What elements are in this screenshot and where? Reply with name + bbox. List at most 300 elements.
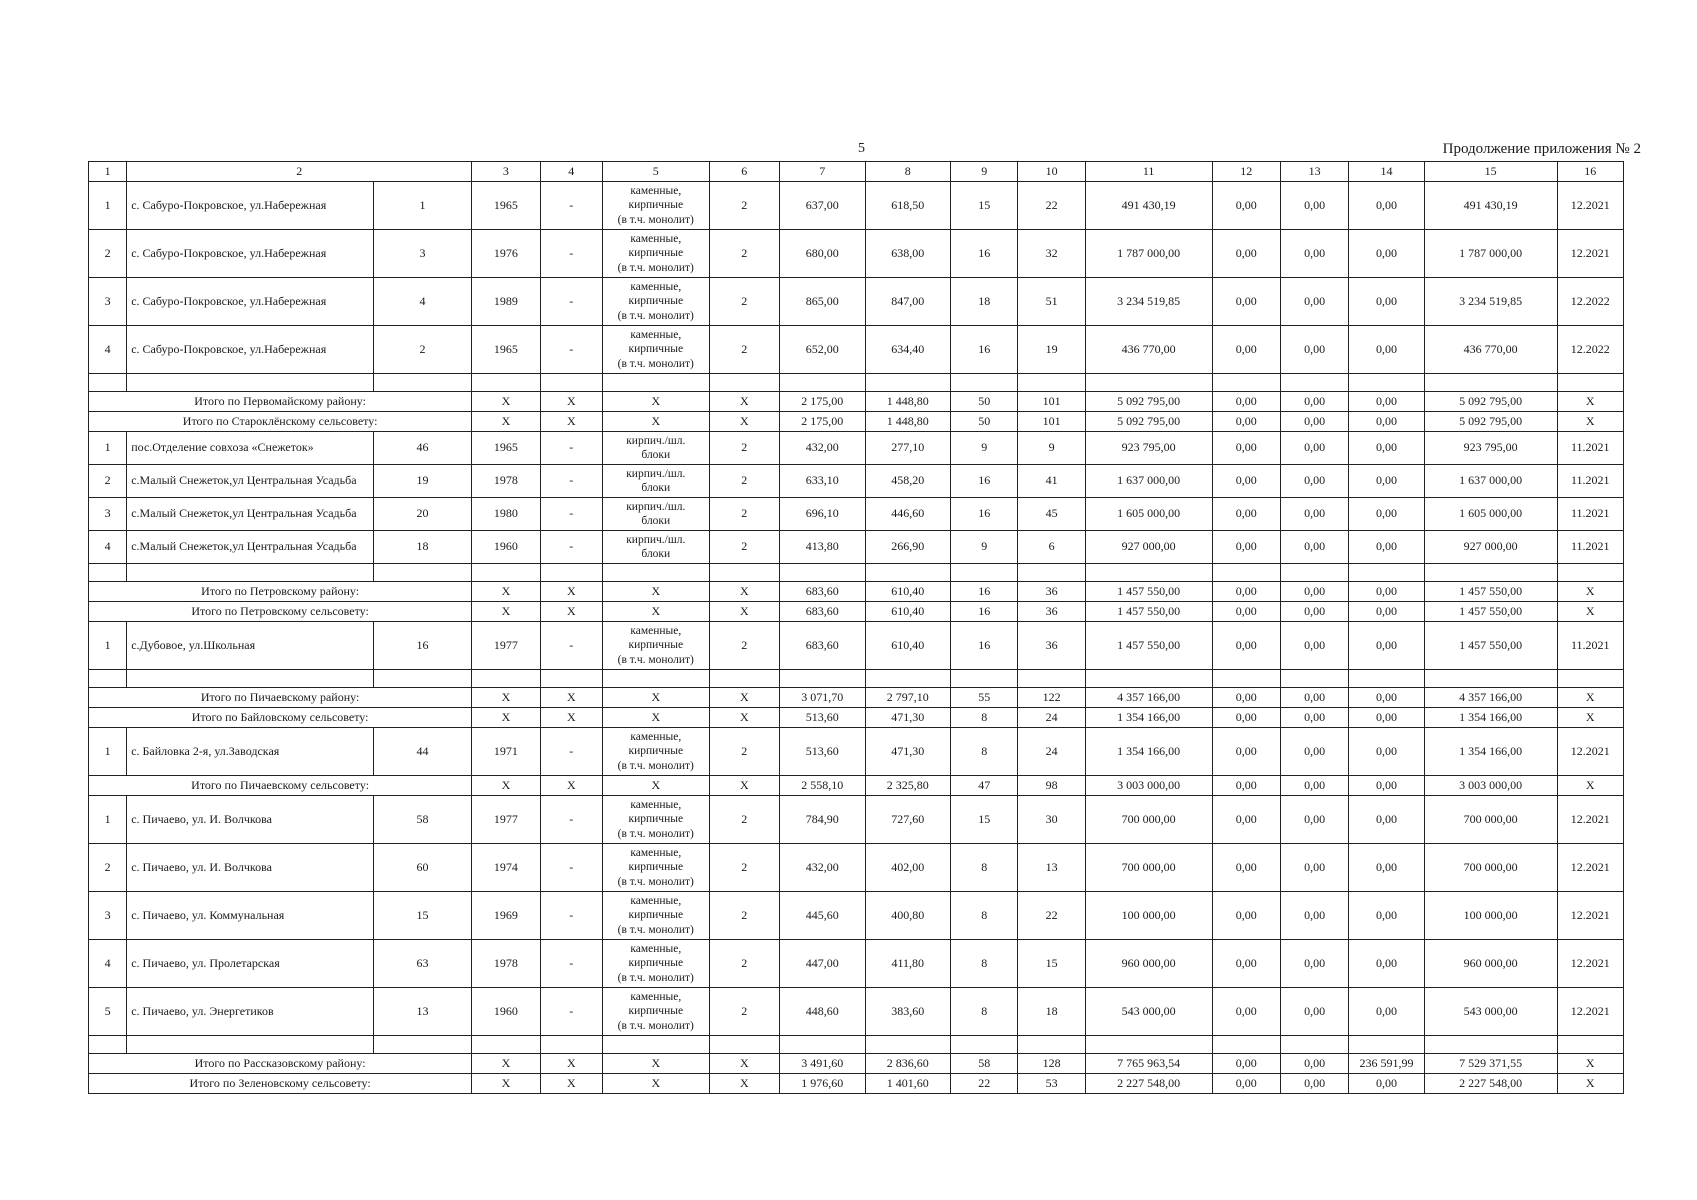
house-number-cell: 60 (373, 844, 472, 892)
blank-cell (951, 374, 1018, 392)
cell-col7: 2 558,10 (780, 776, 866, 796)
cell-col8: 610,40 (865, 582, 951, 602)
cell-col6: 2 (709, 622, 779, 670)
house-number-cell: 44 (373, 728, 472, 776)
blank-cell (373, 670, 472, 688)
cell-col6: 2 (709, 940, 779, 988)
cell-col11: 3 003 000,00 (1085, 776, 1212, 796)
row-number: 4 (89, 531, 127, 564)
cell-col6: 2 (709, 796, 779, 844)
cell-col7: 3 491,60 (780, 1054, 866, 1074)
cell-col5: X (602, 1074, 709, 1094)
blank-cell (1018, 564, 1085, 582)
cell-col4: - (540, 892, 602, 940)
cell-col6: X (709, 392, 779, 412)
wall-material-cell: каменные, кирпичные (в т.ч. монолит) (602, 796, 709, 844)
wall-material-cell: каменные, кирпичные (в т.ч. монолит) (602, 892, 709, 940)
subtotal-label: Итого по Пичаевскому сельсовету: (89, 776, 472, 796)
row-number: 1 (89, 796, 127, 844)
cell-col15: 7 529 371,55 (1424, 1054, 1557, 1074)
house-row (89, 622, 1624, 670)
cell-col14: 0,00 (1349, 622, 1424, 670)
cell-col9: 8 (951, 844, 1018, 892)
cell-col5: X (602, 708, 709, 728)
blank-cell (865, 564, 951, 582)
cell-col8: 266,90 (865, 531, 951, 564)
cell-col13: 0,00 (1280, 796, 1348, 844)
cell-col3: 1980 (472, 498, 540, 531)
cell-col5: X (602, 412, 709, 432)
blank-cell (1018, 374, 1085, 392)
cell-col9: 15 (951, 796, 1018, 844)
cell-col15: 923 795,00 (1424, 432, 1557, 465)
cell-col11: 1 457 550,00 (1085, 582, 1212, 602)
house-row (89, 230, 1624, 278)
blank-cell (1280, 670, 1348, 688)
blank-cell (373, 1036, 472, 1054)
cell-col3: X (472, 602, 540, 622)
cell-col6: 2 (709, 498, 779, 531)
cell-col9: 16 (951, 622, 1018, 670)
column-number-6: 6 (709, 162, 779, 182)
house-row (89, 728, 1624, 776)
cell-col15: 436 770,00 (1424, 326, 1557, 374)
cell-col3: 1977 (472, 796, 540, 844)
cell-col6: X (709, 602, 779, 622)
row-number: 5 (89, 988, 127, 1036)
cell-col6: 2 (709, 728, 779, 776)
cell-col9: 8 (951, 892, 1018, 940)
column-number-2: 2 (127, 162, 472, 182)
cell-col11: 700 000,00 (1085, 844, 1212, 892)
cell-col13: 0,00 (1280, 1074, 1348, 1094)
house-row (89, 988, 1624, 1036)
blank-cell (373, 374, 472, 392)
cell-col15: 1 354 166,00 (1424, 708, 1557, 728)
cell-col12: 0,00 (1212, 1074, 1280, 1094)
subtotal-row (89, 602, 1624, 622)
cell-col9: 16 (951, 498, 1018, 531)
cell-col10: 22 (1018, 892, 1085, 940)
row-number: 3 (89, 892, 127, 940)
cell-col14: 0,00 (1349, 892, 1424, 940)
cell-col10: 18 (1018, 988, 1085, 1036)
cell-col9: 50 (951, 392, 1018, 412)
cell-col8: 458,20 (865, 465, 951, 498)
cell-col13: 0,00 (1280, 230, 1348, 278)
cell-col4: X (540, 776, 602, 796)
cell-col5: X (602, 602, 709, 622)
blank-cell (1212, 564, 1280, 582)
blank-cell (602, 374, 709, 392)
house-number-cell: 15 (373, 892, 472, 940)
cell-col3: 1978 (472, 940, 540, 988)
wall-material-cell: каменные, кирпичные (в т.ч. монолит) (602, 326, 709, 374)
row-number: 1 (89, 728, 127, 776)
cell-col6: 2 (709, 531, 779, 564)
wall-material-cell: каменные, кирпичные (в т.ч. монолит) (602, 988, 709, 1036)
cell-col9: 16 (951, 326, 1018, 374)
cell-col4: - (540, 278, 602, 326)
cell-col13: 0,00 (1280, 776, 1348, 796)
cell-col8: 277,10 (865, 432, 951, 465)
house-number-cell: 63 (373, 940, 472, 988)
house-number-cell: 3 (373, 230, 472, 278)
cell-col8: 847,00 (865, 278, 951, 326)
column-number-row (89, 162, 1624, 182)
cell-col13: 0,00 (1280, 326, 1348, 374)
blank-cell (780, 564, 866, 582)
blank-cell (89, 374, 127, 392)
cell-col12: 0,00 (1212, 412, 1280, 432)
cell-col11: 491 430,19 (1085, 182, 1212, 230)
column-number-10: 10 (1018, 162, 1085, 182)
cell-col4: - (540, 498, 602, 531)
cell-col3: X (472, 708, 540, 728)
wall-material-cell: каменные, кирпичные (в т.ч. монолит) (602, 622, 709, 670)
cell-col12: 0,00 (1212, 892, 1280, 940)
subtotal-row (89, 776, 1624, 796)
cell-col15: 491 430,19 (1424, 182, 1557, 230)
page-number: 5 (858, 141, 865, 156)
cell-col3: 1978 (472, 465, 540, 498)
cell-col15: 1 457 550,00 (1424, 602, 1557, 622)
blank-cell (472, 374, 540, 392)
subtotal-row (89, 708, 1624, 728)
cell-col15: 4 357 166,00 (1424, 688, 1557, 708)
cell-col7: 432,00 (780, 844, 866, 892)
column-number-4: 4 (540, 162, 602, 182)
blank-cell (540, 670, 602, 688)
housing-register-table (88, 161, 1624, 1094)
cell-col10: 36 (1018, 602, 1085, 622)
blank-cell (472, 670, 540, 688)
blank-cell (1557, 670, 1624, 688)
cell-col12: 0,00 (1212, 988, 1280, 1036)
blank-cell (540, 1036, 602, 1054)
address-cell: с.Малый Снежеток,ул Центральная Усадьба (127, 531, 373, 564)
column-number-3: 3 (472, 162, 540, 182)
cell-col14: 0,00 (1349, 688, 1424, 708)
cell-col7: 680,00 (780, 230, 866, 278)
cell-col9: 8 (951, 708, 1018, 728)
cell-col3: 1960 (472, 988, 540, 1036)
cell-col6: 2 (709, 988, 779, 1036)
cell-col11: 4 357 166,00 (1085, 688, 1212, 708)
cell-col13: 0,00 (1280, 940, 1348, 988)
blank-cell (1085, 374, 1212, 392)
cell-col4: - (540, 465, 602, 498)
subtotal-label: Итого по Байловскому сельсовету: (89, 708, 472, 728)
address-cell: с. Пичаево, ул. И. Волчкова (127, 796, 373, 844)
cell-col3: 1965 (472, 182, 540, 230)
cell-col11: 1 457 550,00 (1085, 602, 1212, 622)
cell-col11: 1 354 166,00 (1085, 728, 1212, 776)
blank-cell (780, 1036, 866, 1054)
row-number: 1 (89, 432, 127, 465)
cell-col4: X (540, 1074, 602, 1094)
subtotal-label: Итого по Петровскому сельсовету: (89, 602, 472, 622)
cell-col3: 1977 (472, 622, 540, 670)
cell-col7: 513,60 (780, 728, 866, 776)
cell-col3: X (472, 688, 540, 708)
cell-col9: 55 (951, 688, 1018, 708)
row-number: 2 (89, 844, 127, 892)
cell-col8: 1 448,80 (865, 392, 951, 412)
cell-col10: 36 (1018, 622, 1085, 670)
address-cell: с. Сабуро-Покровское, ул.Набережная (127, 278, 373, 326)
blank-cell (1424, 670, 1557, 688)
column-number-1: 1 (89, 162, 127, 182)
blank-cell (127, 374, 373, 392)
subtotal-label: Итого по Первомайскому району: (89, 392, 472, 412)
cell-col8: 411,80 (865, 940, 951, 988)
blank-row (89, 564, 1624, 582)
subtotal-row (89, 1074, 1624, 1094)
cell-col12: 0,00 (1212, 432, 1280, 465)
cell-col9: 9 (951, 531, 1018, 564)
cell-col11: 7 765 963,54 (1085, 1054, 1212, 1074)
cell-col11: 1 605 000,00 (1085, 498, 1212, 531)
blank-cell (951, 670, 1018, 688)
cell-col12: 0,00 (1212, 278, 1280, 326)
cell-col11: 927 000,00 (1085, 531, 1212, 564)
cell-col14: 0,00 (1349, 182, 1424, 230)
wall-material-cell: каменные, кирпичные (в т.ч. монолит) (602, 278, 709, 326)
wall-material-cell: кирпич./шл. блоки (602, 531, 709, 564)
house-number-cell: 2 (373, 326, 472, 374)
cell-col8: 383,60 (865, 988, 951, 1036)
cell-col15: 5 092 795,00 (1424, 392, 1557, 412)
blank-cell (1085, 1036, 1212, 1054)
cell-col6: X (709, 688, 779, 708)
cell-col9: 8 (951, 728, 1018, 776)
cell-col10: 32 (1018, 230, 1085, 278)
row-number: 3 (89, 278, 127, 326)
wall-material-cell: кирпич./шл. блоки (602, 432, 709, 465)
cell-col4: X (540, 392, 602, 412)
cell-col11: 1 637 000,00 (1085, 465, 1212, 498)
cell-col12: 0,00 (1212, 182, 1280, 230)
column-number-13: 13 (1280, 162, 1348, 182)
wall-material-cell: кирпич./шл. блоки (602, 498, 709, 531)
cell-col15: 5 092 795,00 (1424, 412, 1557, 432)
cell-col16: 12.2022 (1557, 278, 1624, 326)
cell-col12: 0,00 (1212, 498, 1280, 531)
cell-col14: 0,00 (1349, 465, 1424, 498)
cell-col10: 15 (1018, 940, 1085, 988)
cell-col14: 0,00 (1349, 940, 1424, 988)
cell-col16: 11.2021 (1557, 498, 1624, 531)
cell-col10: 101 (1018, 412, 1085, 432)
cell-col6: X (709, 708, 779, 728)
cell-col16: X (1557, 708, 1624, 728)
blank-row (89, 374, 1624, 392)
cell-col13: 0,00 (1280, 278, 1348, 326)
cell-col6: X (709, 1074, 779, 1094)
cell-col14: 0,00 (1349, 602, 1424, 622)
cell-col16: 12.2021 (1557, 844, 1624, 892)
cell-col11: 1 457 550,00 (1085, 622, 1212, 670)
cell-col12: 0,00 (1212, 230, 1280, 278)
cell-col12: 0,00 (1212, 688, 1280, 708)
cell-col3: X (472, 1054, 540, 1074)
cell-col4: X (540, 582, 602, 602)
cell-col10: 19 (1018, 326, 1085, 374)
cell-col15: 1 637 000,00 (1424, 465, 1557, 498)
blank-cell (865, 670, 951, 688)
blank-cell (127, 670, 373, 688)
cell-col8: 402,00 (865, 844, 951, 892)
cell-col13: 0,00 (1280, 498, 1348, 531)
row-number: 4 (89, 326, 127, 374)
blank-cell (127, 564, 373, 582)
cell-col12: 0,00 (1212, 940, 1280, 988)
cell-col7: 652,00 (780, 326, 866, 374)
cell-col14: 0,00 (1349, 230, 1424, 278)
subtotal-row (89, 688, 1624, 708)
cell-col10: 36 (1018, 582, 1085, 602)
house-row (89, 182, 1624, 230)
cell-col4: - (540, 326, 602, 374)
cell-col12: 0,00 (1212, 776, 1280, 796)
cell-col16: 11.2021 (1557, 622, 1624, 670)
row-number: 2 (89, 465, 127, 498)
cell-col16: 12.2021 (1557, 892, 1624, 940)
cell-col11: 923 795,00 (1085, 432, 1212, 465)
cell-col14: 0,00 (1349, 392, 1424, 412)
house-row (89, 531, 1624, 564)
cell-col14: 0,00 (1349, 776, 1424, 796)
cell-col7: 683,60 (780, 622, 866, 670)
address-cell: с.Дубовое, ул.Школьная (127, 622, 373, 670)
cell-col16: X (1557, 1054, 1624, 1074)
wall-material-cell: каменные, кирпичные (в т.ч. монолит) (602, 182, 709, 230)
cell-col4: X (540, 602, 602, 622)
cell-col7: 447,00 (780, 940, 866, 988)
column-number-7: 7 (780, 162, 866, 182)
table-body (89, 162, 1624, 1094)
blank-cell (89, 670, 127, 688)
cell-col4: - (540, 940, 602, 988)
subtotal-label: Итого по Зеленовскому сельсовету: (89, 1074, 472, 1094)
blank-cell (1280, 374, 1348, 392)
cell-col15: 543 000,00 (1424, 988, 1557, 1036)
wall-material-cell: кирпич./шл. блоки (602, 465, 709, 498)
subtotal-label: Итого по Петровскому району: (89, 582, 472, 602)
cell-col12: 0,00 (1212, 582, 1280, 602)
cell-col6: 2 (709, 182, 779, 230)
column-number-15: 15 (1424, 162, 1557, 182)
cell-col14: 0,00 (1349, 432, 1424, 465)
blank-cell (1557, 1036, 1624, 1054)
cell-col3: X (472, 392, 540, 412)
cell-col6: 2 (709, 892, 779, 940)
cell-col9: 16 (951, 602, 1018, 622)
cell-col10: 98 (1018, 776, 1085, 796)
blank-cell (951, 1036, 1018, 1054)
cell-col9: 16 (951, 465, 1018, 498)
cell-col4: X (540, 412, 602, 432)
blank-cell (780, 374, 866, 392)
blank-cell (709, 374, 779, 392)
cell-col3: 1971 (472, 728, 540, 776)
address-cell: с. Сабуро-Покровское, ул.Набережная (127, 182, 373, 230)
cell-col16: 12.2021 (1557, 728, 1624, 776)
address-cell: с.Малый Снежеток,ул Центральная Усадьба (127, 465, 373, 498)
cell-col11: 3 234 519,85 (1085, 278, 1212, 326)
blank-cell (1018, 1036, 1085, 1054)
column-number-14: 14 (1349, 162, 1424, 182)
cell-col3: 1969 (472, 892, 540, 940)
cell-col16: 12.2021 (1557, 182, 1624, 230)
cell-col12: 0,00 (1212, 326, 1280, 374)
blank-cell (1557, 374, 1624, 392)
cell-col10: 53 (1018, 1074, 1085, 1094)
house-row (89, 432, 1624, 465)
cell-col6: 2 (709, 844, 779, 892)
house-row (89, 796, 1624, 844)
cell-col4: - (540, 230, 602, 278)
blank-cell (602, 564, 709, 582)
house-number-cell: 4 (373, 278, 472, 326)
address-cell: с. Сабуро-Покровское, ул.Набережная (127, 326, 373, 374)
blank-row (89, 1036, 1624, 1054)
cell-col7: 445,60 (780, 892, 866, 940)
blank-cell (472, 564, 540, 582)
subtotal-row (89, 1054, 1624, 1074)
cell-col8: 610,40 (865, 602, 951, 622)
cell-col12: 0,00 (1212, 392, 1280, 412)
cell-col13: 0,00 (1280, 892, 1348, 940)
house-number-cell: 18 (373, 531, 472, 564)
cell-col16: 11.2021 (1557, 531, 1624, 564)
cell-col16: X (1557, 688, 1624, 708)
cell-col7: 1 976,60 (780, 1074, 866, 1094)
cell-col16: 12.2021 (1557, 988, 1624, 1036)
cell-col6: X (709, 1054, 779, 1074)
cell-col10: 24 (1018, 708, 1085, 728)
subtotal-row (89, 392, 1624, 412)
column-number-8: 8 (865, 162, 951, 182)
cell-col10: 122 (1018, 688, 1085, 708)
cell-col4: - (540, 622, 602, 670)
cell-col14: 0,00 (1349, 728, 1424, 776)
cell-col16: X (1557, 602, 1624, 622)
row-number: 4 (89, 940, 127, 988)
cell-col15: 100 000,00 (1424, 892, 1557, 940)
cell-col3: 1960 (472, 531, 540, 564)
cell-col7: 2 175,00 (780, 392, 866, 412)
cell-col11: 960 000,00 (1085, 940, 1212, 988)
blank-cell (1280, 564, 1348, 582)
continuation-caption: Продолжение приложения № 2 (1442, 141, 1641, 157)
cell-col13: 0,00 (1280, 708, 1348, 728)
cell-col15: 700 000,00 (1424, 844, 1557, 892)
wall-material-cell: каменные, кирпичные (в т.ч. монолит) (602, 728, 709, 776)
cell-col7: 683,60 (780, 602, 866, 622)
blank-cell (1085, 564, 1212, 582)
cell-col9: 16 (951, 582, 1018, 602)
cell-col12: 0,00 (1212, 622, 1280, 670)
cell-col7: 633,10 (780, 465, 866, 498)
cell-col10: 22 (1018, 182, 1085, 230)
column-number-16: 16 (1557, 162, 1624, 182)
cell-col10: 101 (1018, 392, 1085, 412)
cell-col9: 15 (951, 182, 1018, 230)
cell-col7: 865,00 (780, 278, 866, 326)
cell-col3: X (472, 412, 540, 432)
